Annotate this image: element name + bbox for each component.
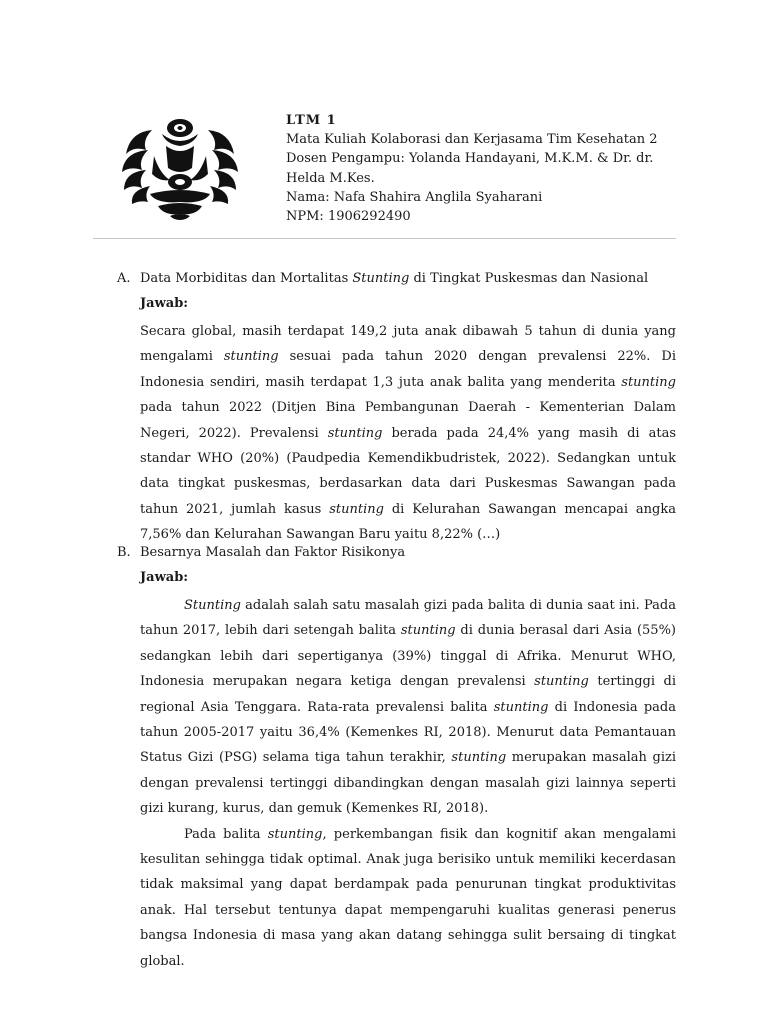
section-b-answer-label: Jawab: (140, 570, 189, 585)
header-student-name: Nama: Nafa Shahira Anglila Syaharani (286, 189, 543, 205)
header-student-id: NPM: 1906292490 (286, 209, 411, 225)
section-a-letter: A. (117, 271, 131, 286)
section-a-paragraph: Secara global, masih terdapat 149,2 juta anak dibawah 5 tahun di dunia yang mengalami stunting sesuai pada tahun 2020 dengan prevalensi 22%. Di Indonesia sendiri, masih terdapat 1,3 juta anak balita yang menderita stunting pada tahun 2022 (Ditjen Bina Pembangunan Daerah - Kementerian Dalam Negeri, 2022). Prevalensi stunting berada pada 24,4% yang masih di atas standar WHO (20%) (Paudpedia Kemendikbudristek, 2022). Sedangkan untuk data tingkat puskesmas, berdasarkan data dari Puskesmas Sawangan pada tahun 2021, jumlah kasus stunting di Kelurahan Sawangan mencapai angka 7,56% dan Kelurahan Sawangan Baru yaitu 8,22% (…) (140, 324, 676, 543)
section-a-heading: A. Data Morbiditas dan Mortalitas Stunting di Tingkat Puskesmas dan Nasional (117, 271, 649, 286)
header-divider (93, 238, 676, 239)
section-b-paragraph-2: Pada balita stunting, perkembangan fisik dan kognitif akan mengalami kesulitan sehingga tidak optimal. Anak juga berisiko untuk memiliki kecerdasan tidak maksimal yang dapat berdampak pada penurunan tingkat produktivitas anak. Hal tersebut tentunya dapat mempengaruhi kualitas generasi penerus bangsa Indonesia di masa yang akan datang sehingga sulit bersaing di tingkat global. (140, 826, 676, 969)
section-b-heading: B. Besarnya Masalah dan Faktor Risikonya (117, 545, 406, 560)
header-lecturer: Dosen Pengampu: Yolanda Handayani, M.K.M. & Dr. dr. (286, 151, 654, 167)
university-emblem-icon (120, 116, 240, 220)
section-a (117, 269, 676, 548)
section-b-paragraph-1: Stunting adalah salah satu masalah gizi pada balita di dunia saat ini. Pada tahun 2017, lebih dari setengah balita stunting di dunia berasal dari Asia (55%) sedangkan lebih dari sepertiganya (39%) tinggal di Afrika. Menurut WHO, Indonesia merupakan negara ketiga dengan prevalensi stunting tertinggi di regional Asia Tenggara. Rata-rata prevalensi balita stunting di Indonesia pada tahun 2005-2017 yaitu 36,4% (Kemenkes RI, 2018). Menurut data Pemantauan Status Gizi (PSG) selama tiga tahun terakhir, stunting merupakan masalah gizi dengan prevalensi tertinggi dibandingkan dengan masalah gizi lainnya seperti gizi kurang, kurus, dan gemuk (Kemenkes RI, 2018). (140, 598, 677, 817)
document-header (286, 111, 658, 226)
section-b-letter: B. (117, 545, 131, 560)
header-lecturer-cont: Helda M.Kes. (286, 170, 375, 186)
section-b (117, 543, 677, 974)
document-title: LTM 1 (286, 113, 337, 128)
header-course: Mata Kuliah Kolaborasi dan Kerjasama Tim Kesehatan 2 (286, 132, 658, 148)
section-a-answer-label: Jawab: (140, 296, 189, 311)
